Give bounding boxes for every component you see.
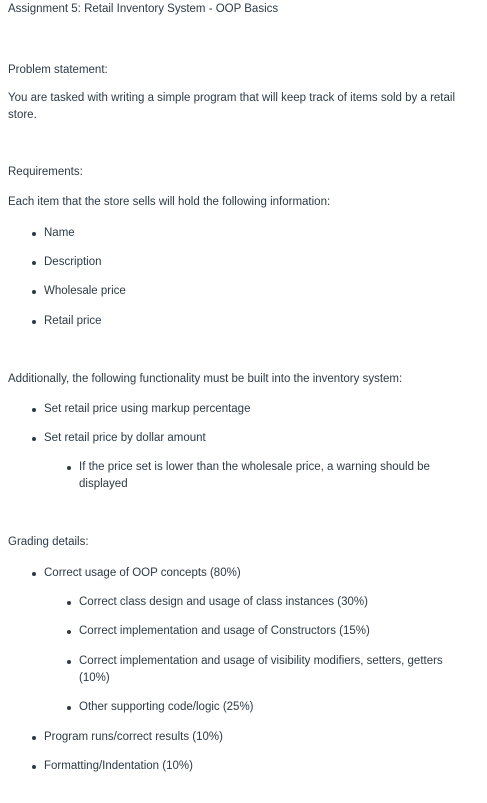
requirements-heading: Requirements:: [8, 166, 83, 178]
list-item-label: Formatting/Indentation (10%): [44, 760, 193, 772]
bullet-icon: [67, 660, 71, 664]
list-item-class-design: [79, 594, 368, 611]
list-item-markup: [44, 401, 250, 418]
list-item-visibility-modifiers: [79, 653, 469, 687]
bullet-icon: [32, 290, 36, 294]
list-item-label: Name: [44, 227, 75, 239]
list-item-label: Retail price: [44, 315, 102, 327]
list-item-warning: [79, 459, 464, 493]
bullet-icon: [32, 736, 36, 740]
bullet-icon: [67, 630, 71, 634]
bullet-icon: [67, 601, 71, 605]
list-item-retail-price: [44, 313, 102, 330]
list-item-supporting-code: [79, 699, 254, 716]
list-item-label: Other supporting code/logic (25%): [79, 701, 254, 713]
list-item-label: Correct implementation and usage of visibility modifiers, setters, getters (10%): [79, 655, 443, 684]
problem-heading: Problem statement:: [8, 64, 108, 76]
bullet-icon: [32, 320, 36, 324]
list-item-label: Wholesale price: [44, 285, 126, 297]
problem-text: You are tasked with writing a simple program that will keep track of items sold by a retail store.: [8, 92, 455, 121]
grading-heading: Grading details:: [8, 536, 89, 548]
list-item-oop-concepts: [44, 565, 241, 582]
list-item-label: Set retail price using markup percentage: [44, 403, 251, 415]
list-item-label: Set retail price by dollar amount: [44, 432, 206, 444]
list-item-label: Correct class design and usage of class instances (30%): [79, 596, 368, 608]
list-item-wholesale-price: [44, 283, 126, 300]
page-title: Assignment 5: Retail Inventory System - OOP Basics: [8, 3, 279, 15]
list-item-formatting: [44, 758, 193, 775]
list-item-constructors: [79, 623, 370, 640]
bullet-icon: [32, 765, 36, 769]
list-item-description: [44, 254, 102, 271]
bullet-icon: [32, 437, 36, 441]
bullet-icon: [67, 466, 71, 470]
list-item-label: Program runs/correct results (10%): [44, 731, 223, 743]
list-item-program-runs: [44, 729, 223, 746]
list-item-label: Description: [44, 256, 102, 268]
list-item-dollar-amount: [44, 430, 206, 447]
list-item-name: [44, 225, 75, 242]
functionality-intro: Additionally, the following functionality must be built into the inventory system:: [8, 373, 403, 385]
bullet-icon: [32, 408, 36, 412]
list-item-label: If the price set is lower than the wholesale price, a warning should be displayed: [79, 461, 430, 490]
list-item-label: Correct implementation and usage of Constructors (15%): [79, 625, 370, 637]
bullet-icon: [67, 706, 71, 710]
bullet-icon: [32, 232, 36, 236]
bullet-icon: [32, 261, 36, 265]
list-item-label: Correct usage of OOP concepts (80%): [44, 567, 241, 579]
requirements-intro: Each item that the store sells will hold the following information:: [8, 196, 331, 208]
bullet-icon: [32, 572, 36, 576]
